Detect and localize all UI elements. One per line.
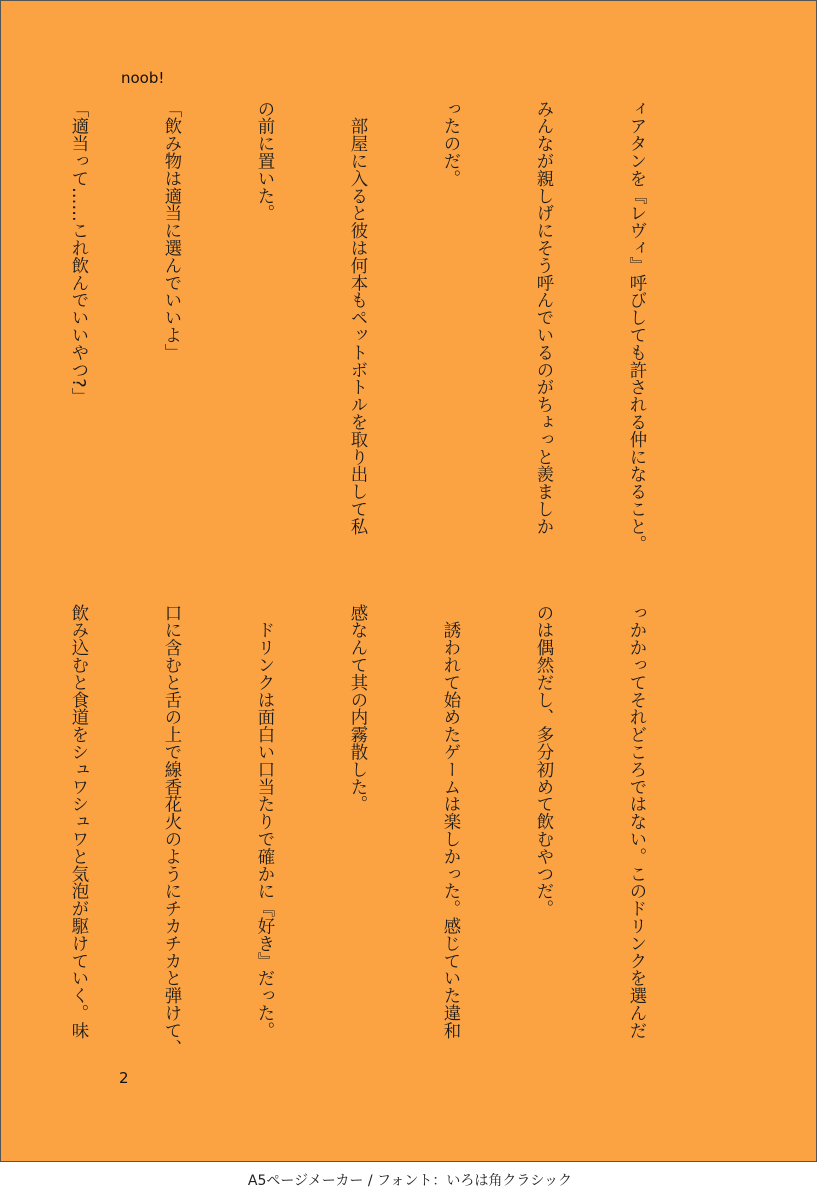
text-column: 感なんて其の内霧散した。	[347, 604, 367, 813]
text-column: ィアタンを『レヴィ』呼びしても許される仲になること。	[626, 100, 646, 553]
text-column: 口に含むと舌の上で線香花火のようにチカチカと弾けて、	[161, 604, 181, 1057]
text-column: ったのだ。	[440, 100, 460, 187]
text-column: 「適当って……これ飲んでいいやつ?」	[68, 100, 88, 406]
page-number: 2	[119, 1069, 129, 1087]
text-column: 「飲み物は適当に選んでいいよ」	[161, 100, 181, 361]
text-column: みんなが親しげにそう呼んでいるのがちょっと羨ましか	[533, 100, 553, 535]
text-block-top	[68, 100, 713, 590]
text-column: の前に置いた。	[254, 100, 274, 222]
text-column: 飲み込むと食道をシュワシュワと気泡が駆けていく。味	[68, 604, 88, 1039]
text-block-bottom	[68, 604, 713, 1057]
text-column: 部屋に入ると彼は何本もペットボトルを取り出して私	[347, 100, 367, 535]
text-column: っかかってそれどころではない。このドリンクを選んだ	[626, 604, 646, 1039]
text-column: 誘われて始めたゲームは楽しかった。感じていた違和	[440, 604, 460, 1039]
header-label: noob!	[121, 69, 165, 87]
footer-credit: A5ページメーカー / フォント：いろは角クラシック	[247, 1173, 573, 1189]
text-column: ドリンクは面白い口当たりで確かに『好き』だった。	[254, 604, 274, 1039]
text-column: のは偶然だし、多分初めて飲むやつだ。	[533, 604, 553, 918]
